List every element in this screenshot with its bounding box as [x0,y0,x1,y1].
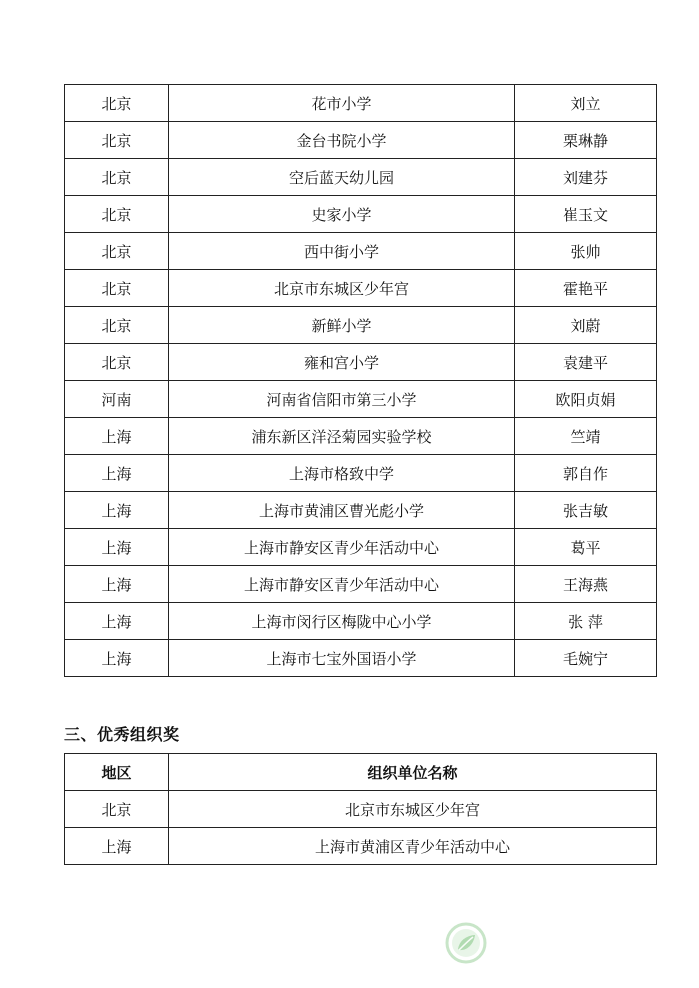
cell-school: 上海市闵行区梅陇中心小学 [169,603,515,640]
cell-school: 史家小学 [169,196,515,233]
cell-region: 上海 [65,492,169,529]
cell-region: 北京 [65,270,169,307]
table-row [65,492,657,529]
organization-table-body [65,791,657,865]
table-row [65,640,657,677]
cell-region: 上海 [65,566,169,603]
cell-school: 花市小学 [169,85,515,122]
table-row [65,270,657,307]
table-row [65,418,657,455]
cell-school: 上海市静安区青少年活动中心 [169,529,515,566]
cell-region: 北京 [65,122,169,159]
cell-region: 北京 [65,196,169,233]
cell-region: 上海 [65,640,169,677]
cell-name: 葛平 [515,529,657,566]
cell-name: 刘立 [515,85,657,122]
awards-table-body [65,85,657,677]
cell-region: 北京 [65,85,169,122]
cell-school: 雍和宫小学 [169,344,515,381]
cell-region: 北京 [65,233,169,270]
cell-region: 北京 [65,791,169,828]
cell-name: 崔玉文 [515,196,657,233]
table-row [65,196,657,233]
cell-school: 浦东新区洋泾菊园实验学校 [169,418,515,455]
cell-school: 西中街小学 [169,233,515,270]
cell-school: 空后蓝天幼儿园 [169,159,515,196]
cell-region: 上海 [65,603,169,640]
table-row [65,344,657,381]
table-row [65,828,657,865]
cell-name: 刘蔚 [515,307,657,344]
leaf-logo-icon [444,921,488,965]
cell-region: 北京 [65,344,169,381]
cell-name: 袁建平 [515,344,657,381]
cell-name: 张 萍 [515,603,657,640]
cell-school: 北京市东城区少年宫 [169,270,515,307]
table-row [65,603,657,640]
cell-name: 郭自作 [515,455,657,492]
cell-school: 上海市格致中学 [169,455,515,492]
cell-name: 竺靖 [515,418,657,455]
cell-name: 刘建芬 [515,159,657,196]
table-row [65,566,657,603]
cell-region: 北京 [65,159,169,196]
table-header-row [65,754,657,791]
cell-region: 上海 [65,828,169,865]
section-heading: 三、优秀组织奖 [64,725,180,744]
organization-award-table [64,753,657,865]
cell-school: 上海市静安区青少年活动中心 [169,566,515,603]
table-row [65,233,657,270]
cell-name: 张吉敏 [515,492,657,529]
cell-region: 上海 [65,529,169,566]
cell-org-name: 上海市黄浦区青少年活动中心 [169,828,657,865]
table-row [65,455,657,492]
header-region: 地区 [65,754,169,791]
awards-table [64,84,657,677]
cell-name: 霍艳平 [515,270,657,307]
cell-name: 毛婉宁 [515,640,657,677]
cell-region: 上海 [65,418,169,455]
table-row [65,159,657,196]
cell-school: 河南省信阳市第三小学 [169,381,515,418]
cell-name: 张帅 [515,233,657,270]
cell-school: 上海市七宝外国语小学 [169,640,515,677]
cell-region: 北京 [65,307,169,344]
table-row [65,381,657,418]
cell-name: 栗琳静 [515,122,657,159]
table-row [65,122,657,159]
cell-name: 欧阳贞娟 [515,381,657,418]
cell-org-name: 北京市东城区少年宫 [169,791,657,828]
table-row [65,307,657,344]
cell-region: 河南 [65,381,169,418]
cell-school: 上海市黄浦区曹光彪小学 [169,492,515,529]
table-row [65,85,657,122]
table-row [65,791,657,828]
cell-school: 金台书院小学 [169,122,515,159]
cell-region: 上海 [65,455,169,492]
table-row [65,529,657,566]
cell-school: 新鲜小学 [169,307,515,344]
cell-name: 王海燕 [515,566,657,603]
header-org-name: 组织单位名称 [169,754,657,791]
